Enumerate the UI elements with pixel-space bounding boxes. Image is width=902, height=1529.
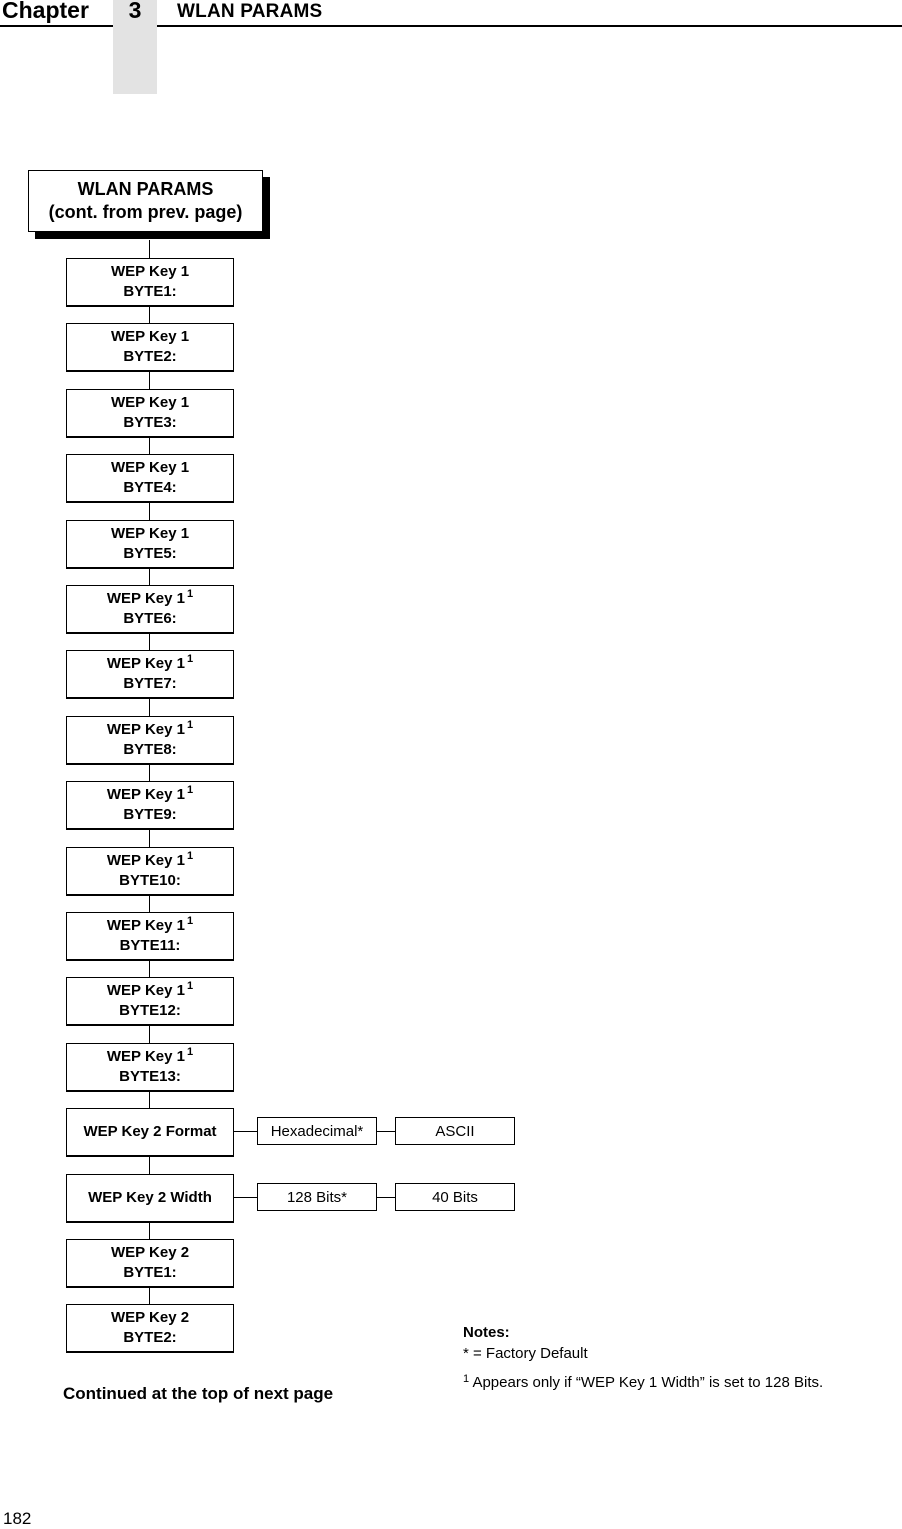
menu-box-line2: BYTE2:	[123, 348, 177, 365]
menu-box-line1: WEP Key 2 Width	[88, 1189, 212, 1206]
footnote-marker: 1	[186, 653, 194, 665]
menu-box	[66, 454, 234, 503]
footnote-marker: 1	[186, 850, 194, 862]
menu-box-line1: WEP Key 1	[106, 786, 185, 803]
option-connector	[233, 1197, 259, 1198]
menu-box-row1	[107, 654, 193, 674]
menu-box	[66, 1239, 234, 1288]
menu-box-line2: BYTE10:	[119, 872, 181, 889]
option-connector	[233, 1131, 259, 1132]
menu-box-line2: BYTE1:	[123, 1264, 177, 1281]
menu-box-line1: WEP Key 2	[110, 1244, 190, 1261]
menu-box-line2: BYTE7:	[123, 675, 177, 692]
footnote-marker: 1	[186, 784, 194, 796]
menu-box	[66, 650, 234, 699]
header-rule	[157, 25, 902, 27]
footnote-marker: 1	[186, 1046, 194, 1058]
option-box: 128 Bits*	[257, 1183, 377, 1211]
menu-box-row1	[83, 1122, 216, 1142]
menu-box	[66, 977, 234, 1026]
menu-box-line1: WEP Key 1	[106, 852, 185, 869]
notes-title: Notes:	[463, 1324, 510, 1341]
menu-box	[66, 781, 234, 830]
menu-box-row1	[111, 1243, 189, 1263]
menu-box-row1	[111, 327, 189, 347]
menu-box-row1	[107, 1047, 193, 1067]
option-connector	[377, 1131, 395, 1132]
menu-box	[66, 1304, 234, 1353]
menu-box-line1: WEP Key 2 Format	[83, 1123, 217, 1140]
menu-box-line1: WEP Key 1	[106, 655, 185, 672]
menu-box-row1	[111, 262, 189, 282]
footnote-marker: 1	[186, 915, 194, 927]
menu-box-line1: WEP Key 1	[106, 1048, 185, 1065]
menu-box	[66, 323, 234, 372]
option-box: Hexadecimal*	[257, 1117, 377, 1145]
menu-box-line2: BYTE4:	[123, 479, 177, 496]
menu-box-line2: BYTE5:	[123, 545, 177, 562]
footnote-text: Appears only if “WEP Key 1 Width” is set to 128 Bits.	[469, 1374, 824, 1391]
menu-box	[66, 258, 234, 307]
menu-box-line2: BYTE6:	[123, 610, 177, 627]
menu-box-row1	[107, 851, 193, 871]
menu-box-line2: BYTE8:	[123, 741, 177, 758]
menu-box-line1: WEP Key 1	[106, 590, 185, 607]
flow-title-line1: WLAN PARAMS	[77, 179, 214, 199]
menu-box-row1	[111, 524, 189, 544]
menu-box	[66, 912, 234, 961]
footnote-marker: 1	[186, 719, 194, 731]
menu-box	[66, 585, 234, 634]
notes-block	[463, 1322, 823, 1393]
menu-box-line1: WEP Key 1	[106, 721, 185, 738]
menu-box-line2: BYTE13:	[119, 1068, 181, 1085]
menu-box	[66, 520, 234, 569]
menu-box-line1: WEP Key 1	[110, 394, 190, 411]
footnote-marker: 1	[186, 980, 194, 992]
menu-box-row1	[111, 393, 189, 413]
menu-box	[66, 1043, 234, 1092]
menu-box-line1: WEP Key 1	[110, 328, 190, 345]
menu-box-line1: WEP Key 1	[106, 917, 185, 934]
header-rule-left	[0, 25, 113, 27]
page-number: 182	[3, 1509, 32, 1528]
menu-box-line2: BYTE12:	[119, 1002, 181, 1019]
menu-box-row1	[107, 720, 193, 740]
menu-box-line1: WEP Key 1	[110, 263, 190, 280]
menu-box	[66, 389, 234, 438]
menu-box-line2: BYTE1:	[123, 283, 177, 300]
menu-box-row1	[107, 785, 193, 805]
menu-box-line1: WEP Key 1	[106, 982, 185, 999]
menu-box-line2: BYTE3:	[123, 414, 177, 431]
menu-box-row1	[111, 1308, 189, 1328]
menu-box	[66, 716, 234, 765]
menu-box-line2: BYTE11:	[119, 937, 181, 954]
menu-box-row1	[107, 589, 193, 609]
menu-box	[66, 1108, 234, 1157]
continued-label: Continued at the top of next page	[63, 1384, 334, 1403]
menu-box-row1	[88, 1188, 212, 1208]
footnote-marker: 1	[186, 588, 194, 600]
notes-footnote	[463, 1372, 823, 1393]
menu-box-line1: WEP Key 1	[110, 525, 190, 542]
menu-box	[66, 847, 234, 896]
chapter-label: Chapter	[2, 0, 89, 23]
menu-box	[66, 1174, 234, 1223]
menu-box-row1	[111, 458, 189, 478]
menu-box-row1	[107, 981, 193, 1001]
chapter-number: 3	[128, 0, 142, 23]
notes-factory-default: * = Factory Default	[463, 1345, 588, 1362]
menu-box-line1: WEP Key 2	[110, 1309, 190, 1326]
flow-title-box	[28, 170, 263, 232]
option-connector	[377, 1197, 395, 1198]
flow-title-line2: (cont. from prev. page)	[48, 202, 243, 222]
option-box: 40 Bits	[395, 1183, 515, 1211]
menu-box-line2: BYTE2:	[123, 1329, 177, 1346]
menu-box-line1: WEP Key 1	[110, 459, 190, 476]
footnote-marker: 1	[463, 1373, 470, 1385]
menu-box-row1	[107, 916, 193, 936]
section-title: WLAN PARAMS	[177, 1, 323, 22]
menu-box-line2: BYTE9:	[123, 806, 177, 823]
option-box: ASCII	[395, 1117, 515, 1145]
